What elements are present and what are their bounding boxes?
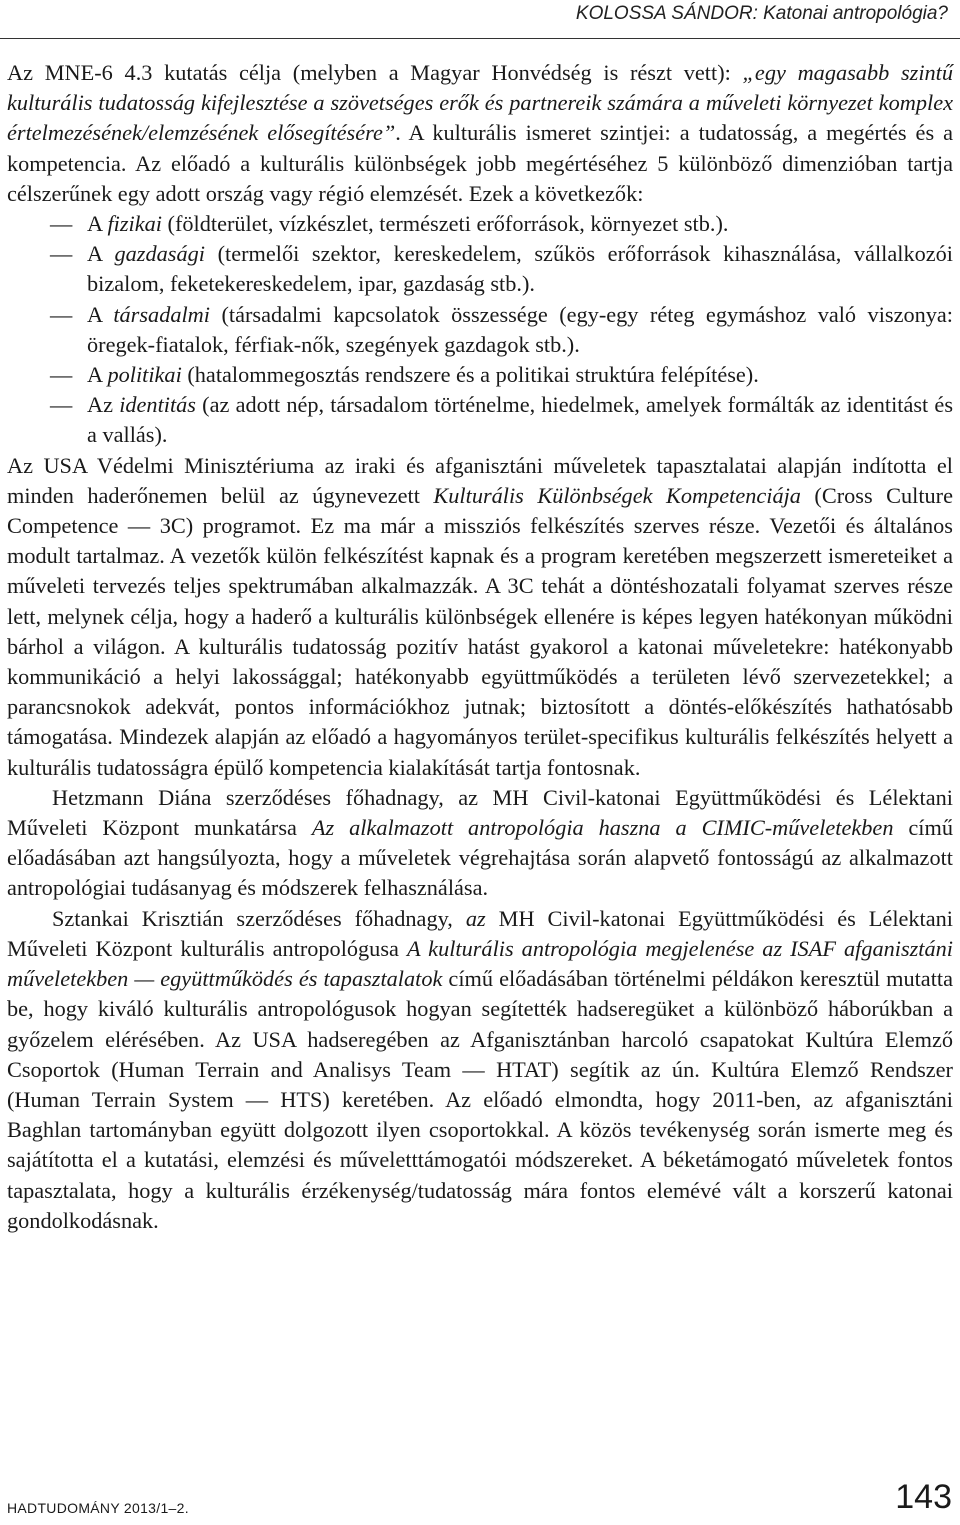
header-rule <box>0 38 960 39</box>
dimension-term: politikai <box>107 362 182 388</box>
paragraph-sztankai: Sztankai Krisztián szerződéses főhadnagy, az MH Civil-katonai Együttműködési és Lélektani Műveleti Központ kulturális antropológusa A kulturális antropológia megjelenése az ISAF afganisztáni műveletekben — együttműködés és tapasztalatok című előadásában történelmi példákon keresztül mutatta be, hogy kiváló kulturális antropológusok hogyan segítették hadseregüket a különböző háborúkban a győzelem elérésében. Az USA hadseregében az Afganisztánban harcoló csapatokat Kultúra Elemző Csoportok (Human Terrain and Analisys Team — HTAT) segítik az ún. Kultúra Elemző Rendszer (Human Terrain System — HTS) keretében. Az előadó elmondta, hogy 2011-ben, az afganisztáni Baghlan tartományban együtt dolgozott ilyen csoportokkal. A közös tevékenység során ismerte meg és sajátította el a kutatási, elemzési és műveletttámogatói módszereket. A béketámogató műveletek fontos tapasztalata, hogy a kulturális érzékenység/tudatosság mára fontos elemévé vált a korszerű katonai gondolkodásnak. <box>7 905 953 1233</box>
article-body <box>7 58 953 1236</box>
paragraph-hetzmann: Hetzmann Diána szerződéses főhadnagy, az MH Civil-katonai Együttműködési és Lélektani Műveleti Központ munkatársa Az alkalmazott antropológia haszna a CIMIC-műveletekben című előadásában azt hangsúlyozta, hogy a műveletek végrehajtása során alapvető fontosságú az alkalmazott antropológiai tudásanyag és módszerek felhasználása. <box>7 784 953 901</box>
running-head: KOLOSSA SÁNDOR: Katonai antropológia? <box>575 3 948 24</box>
page-number: 143 <box>895 1478 952 1516</box>
lecture-title: Az alkalmazott antropológia haszna a CIMIC-műveletekben <box>311 815 894 841</box>
list-item: — Az identitás (az adott nép, társadalom történelme, hiedelmek, amelyek formálták az identitást és a vallás). <box>7 390 953 450</box>
dimension-term: fizikai <box>107 211 162 237</box>
paragraph-3c-program: Az USA Védelmi Minisztériuma az iraki és afganisztáni műveletek tapasztalatai alapján indította el minden haderőnemen belül az úgynevezett Kulturális Különbségek Kompetenciája (Cross Culture Competence — 3C) programot. Ez ma már a missziós felkészítés szerves része. Vezetői és általános modult tartalmaz. A vezetők külön felkészítést kapnak és a program keretében megszerzett ismereteiket a műveleti tervezés teljes spektrumában alkalmazzák. A 3C tehát a döntéshozatali folyamat szerves része lett, melynek célja, hogy a haderő a kulturális különbségek ellenére is képes legyen hatékonyan működni bárhol a világon. A kulturális tudatosság pozitív hatást gyakorol a katonai műveletekre: hatékonyabb kommunikáció a helyi lakossággal; hatékonyabb együttműködés a területen lévő szervezetekkel; a parancsnokok adekvát, pontos információkhoz jutnak; biztosított a döntés-előkészítés hathatósabb támogatása. Mindezek alapján az előadó a hagyományos terület-specifikus kulturális felkészítés helyett a kulturális tudatosságra épülő kompetencia kialakítását tartja fontosnak. <box>7 452 953 780</box>
dimension-term: gazdasági <box>114 241 205 267</box>
dimension-term: társadalmi <box>113 301 210 327</box>
list-item: — A gazdasági (termelői szektor, kereskedelem, szűkös erőforrások kihasználása, vállalkozói bizalom, feketekereskedelem, ipar, gazdaság stb.). <box>7 239 953 299</box>
list-item: — A politikai (hatalommegosztás rendszere és a politikai struktúra felépítése). <box>7 360 953 390</box>
lecture-title: A kulturális antropológia megjelenése az ISAF afganisztáni műveletekben — együttműködés és tapasztalatok <box>7 935 953 992</box>
list-item: — A társadalmi (társadalmi kapcsolatok összessége (egy-egy réteg egymáshoz való viszonya: öregek-fiatalok, férfiak-nők, szegények gazdagok stb.). <box>7 300 953 360</box>
dimension-list <box>7 209 953 451</box>
list-item: — A fizikai (földterület, vízkészlet, természeti erőforrások, környezet stb.). <box>7 209 953 239</box>
journal-footer: HADTUDOMÁNY 2013/1–2. <box>7 1500 189 1516</box>
dimension-term: identitás <box>119 392 196 418</box>
paragraph-mne-research: Az MNE-6 4.3 kutatás célja (melyben a Magyar Honvédség is részt vett): „egy magasabb szintű kulturális tudatosság kifejlesztése a szövetséges erők és partnereik számára a műveleti környezet komplex értelmezésének/elemzésének elősegítésére”. A kulturális ismeret szintjei: a tudatosság, a megértés és a kompetencia. Az előadó a kulturális különbségek jobb megértéséhez 5 különböző dimenzióban tartja célszerűnek egy adott ország vagy régió elemzését. Ezek a következők: <box>7 60 954 206</box>
research-goal-quote: „egy magasabb szintű kulturális tudatosság kifejlesztése a szövetséges erők és partnereik számára a műveleti környezet komplex értelmezésének/elemzésének elősegítésére” <box>7 60 954 146</box>
program-title: Kulturális Különbségek Kompetenciája <box>433 482 801 508</box>
